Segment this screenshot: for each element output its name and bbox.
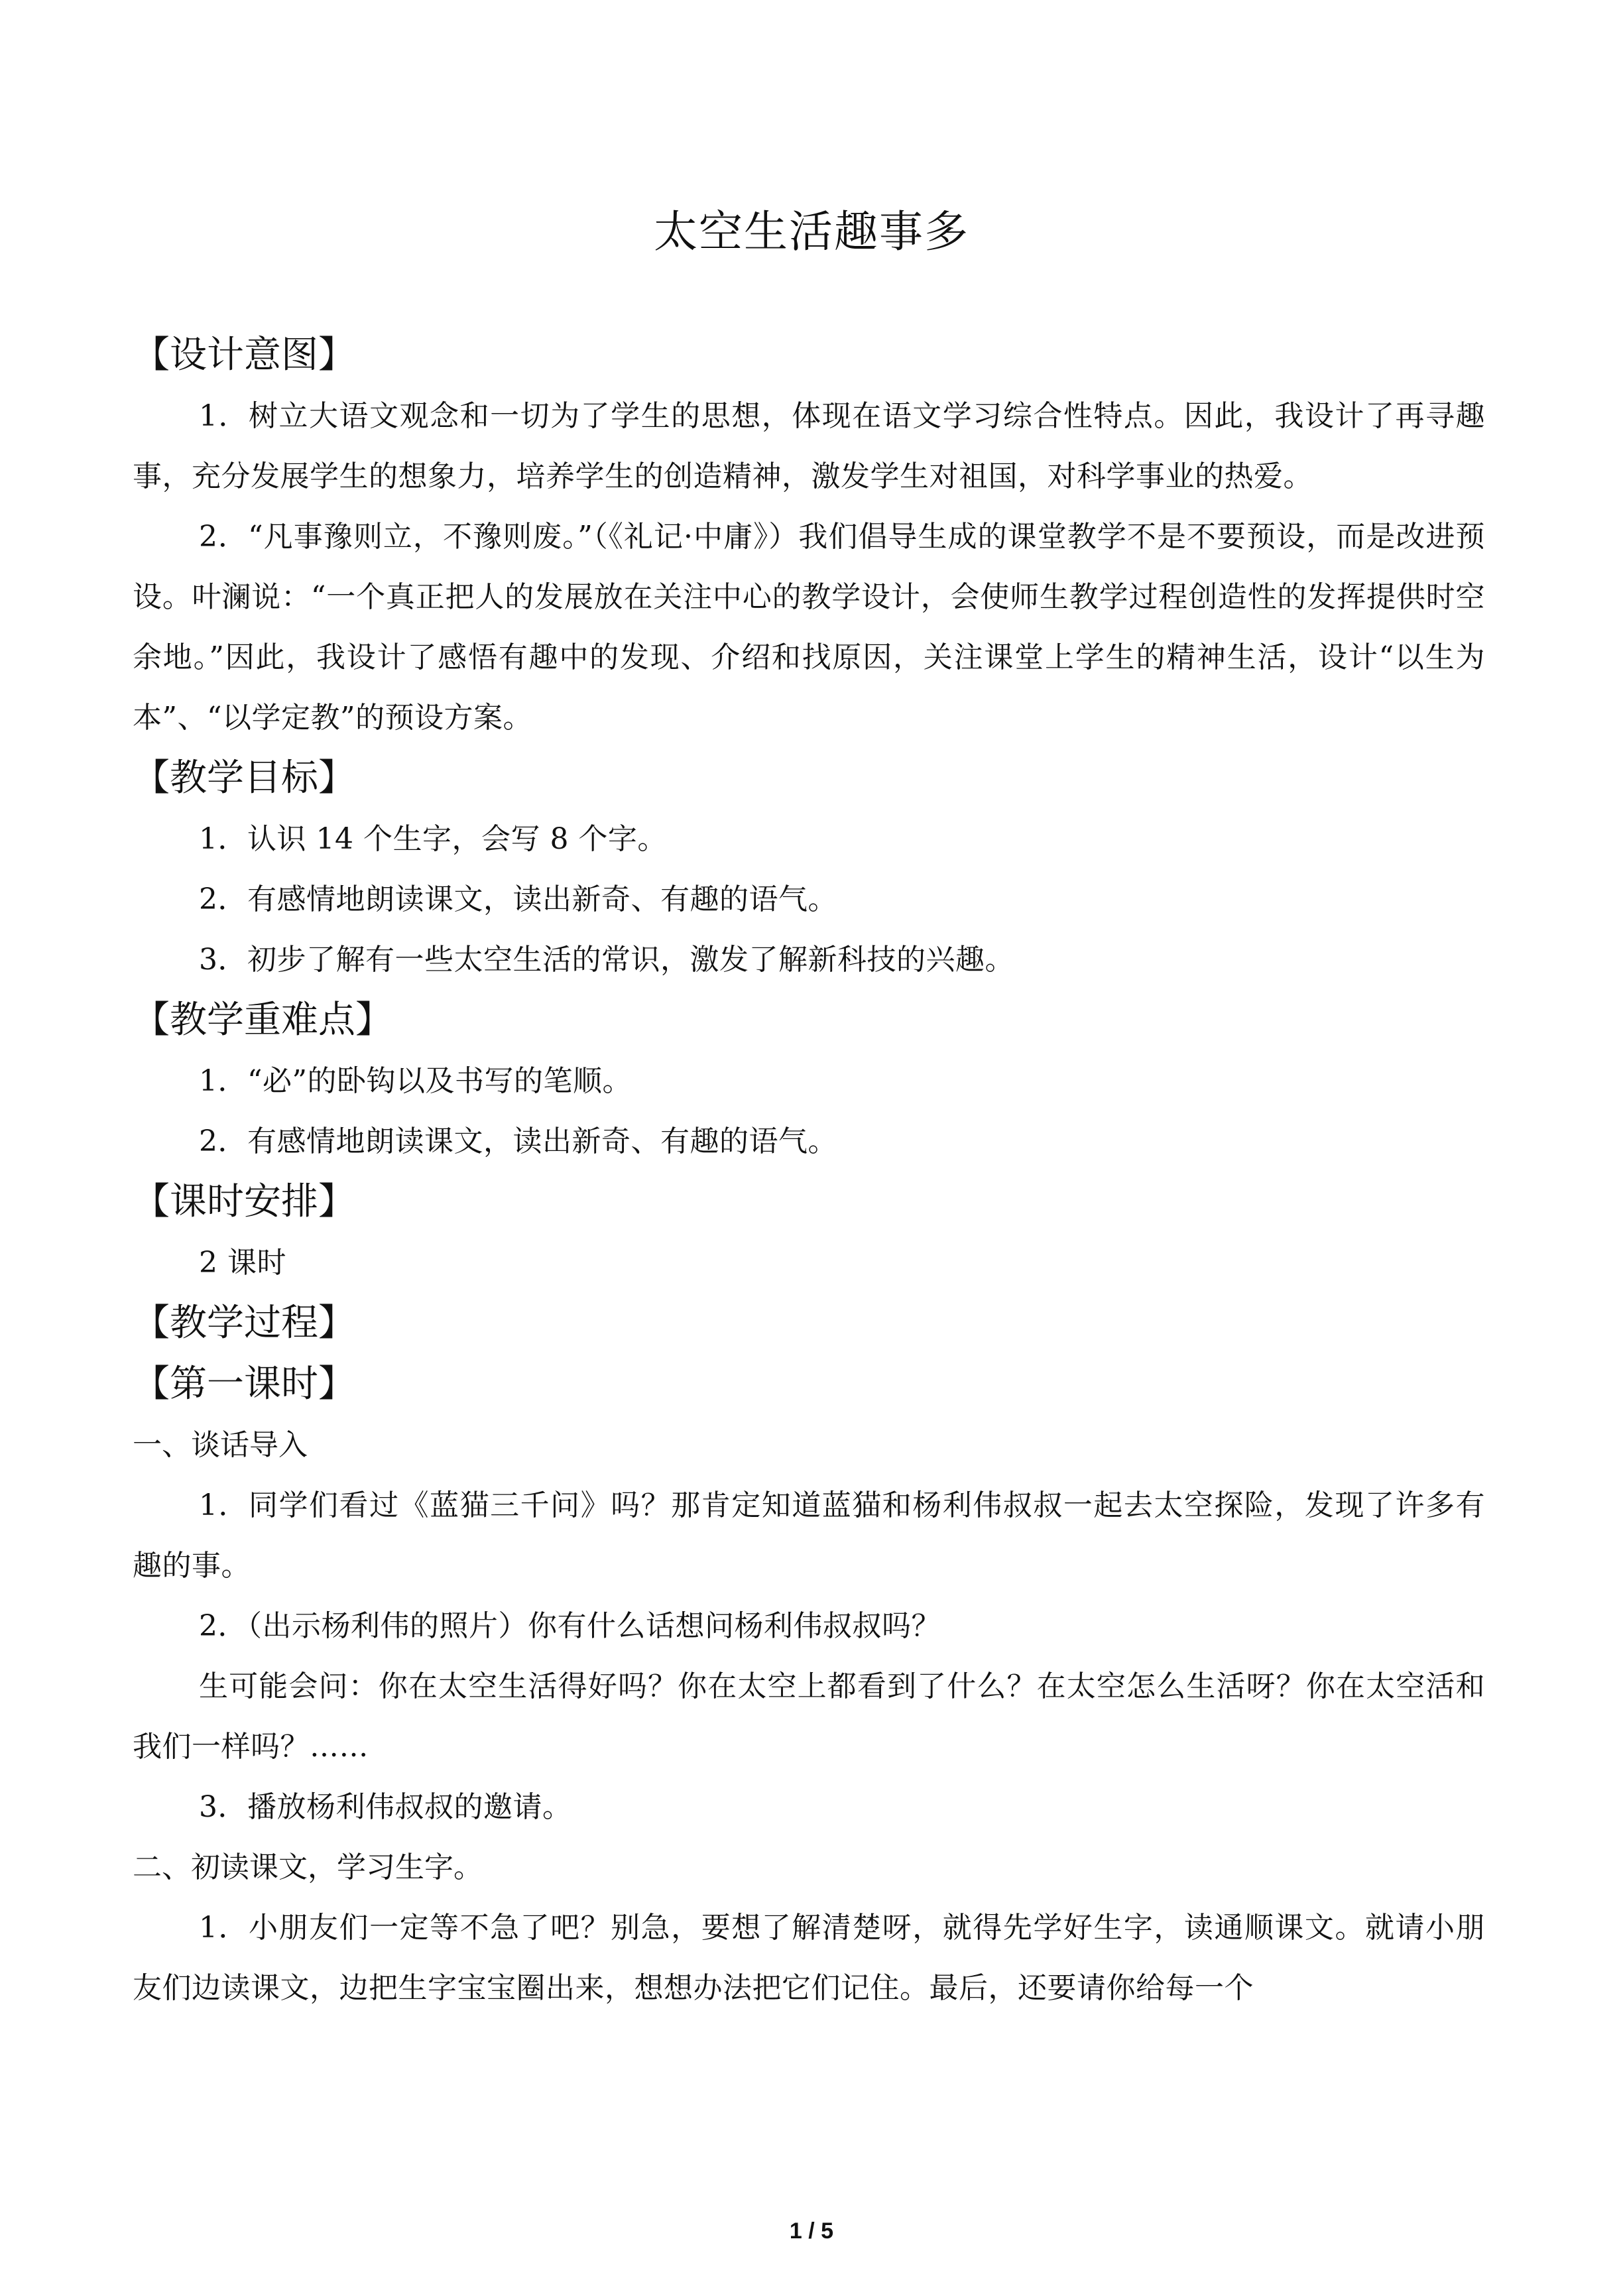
list-item: 2．有感情地朗读课文，读出新奇、有趣的语气。 [199, 1124, 837, 1158]
document-body [133, 325, 1485, 2018]
paragraph: 2 课时 [199, 1246, 286, 1280]
paragraph: 3．播放杨利伟叔叔的邀请。 [199, 1790, 572, 1824]
heading-key-points: 【教学重难点】 [133, 998, 392, 1042]
paragraph: 1．树立大语文观念和一切为了学生的思想，体现在语文学习综合性特点。因此，我设计了再寻趣事，充分发展学生的想象力，培养学生的创造精神，激发学生对祖国，对科学事业的热爱。 [133, 399, 1485, 493]
paragraph: 1．小朋友们一定等不急了吧？别急，要想了解清楚呀，就得先学好生字，读通顺课文。就请小朋友们边读课文，边把生字宝宝圈出来，想想办法把它们记住。最后，还要请你给每一个 [133, 1911, 1485, 2005]
heading-first-lesson: 【第一课时】 [133, 1362, 355, 1406]
paragraph: 2．（出示杨利伟的照片）你有什么话想问杨利伟叔叔吗？ [199, 1609, 941, 1643]
document-title: 太空生活趣事多 [654, 206, 969, 257]
heading-teaching-goals: 【教学目标】 [133, 756, 355, 800]
list-item: 1．认识 14 个生字，会写 8 个字。 [199, 822, 667, 856]
page-number: 1 / 5 [789, 2218, 834, 2244]
list-item: 3．初步了解有一些太空生活的常识，激发了解新科技的兴趣。 [199, 943, 1014, 977]
section-title: 一、谈话导入 [133, 1428, 308, 1462]
list-item: 2．有感情地朗读课文，读出新奇、有趣的语气。 [199, 882, 837, 916]
list-item: 1．“必”的卧钩以及书写的笔顺。 [199, 1064, 632, 1098]
heading-schedule: 【课时安排】 [133, 1180, 355, 1223]
heading-teaching-process: 【教学过程】 [133, 1301, 355, 1345]
paragraph: 2．“凡事豫则立，不豫则废。”（《礼记·中庸》）我们倡导生成的课堂教学不是不要预设，而是改进预设。叶澜说：“一个真正把人的发展放在关注中心的教学设计，会使师生教学过程创造性的发挥提供时空余地。”因此，我设计了感悟有趣中的发现、介绍和找原因，关注课堂上学生的精神生活，设计“以生为本”、“以学定教”的预设方案。 [133, 520, 1485, 735]
section-title: 二、初读课文，学习生字。 [133, 1850, 483, 1884]
heading-design-intent: 【设计意图】 [133, 333, 355, 377]
paragraph: 1．同学们看过《蓝猫三千问》吗？那肯定知道蓝猫和杨利伟叔叔一起去太空探险，发现了许多有趣的事。 [133, 1488, 1485, 1583]
paragraph: 生可能会问：你在太空生活得好吗？你在太空上都看到了什么？在太空怎么生活呀？你在太空活和我们一样吗？…… [133, 1669, 1485, 1764]
